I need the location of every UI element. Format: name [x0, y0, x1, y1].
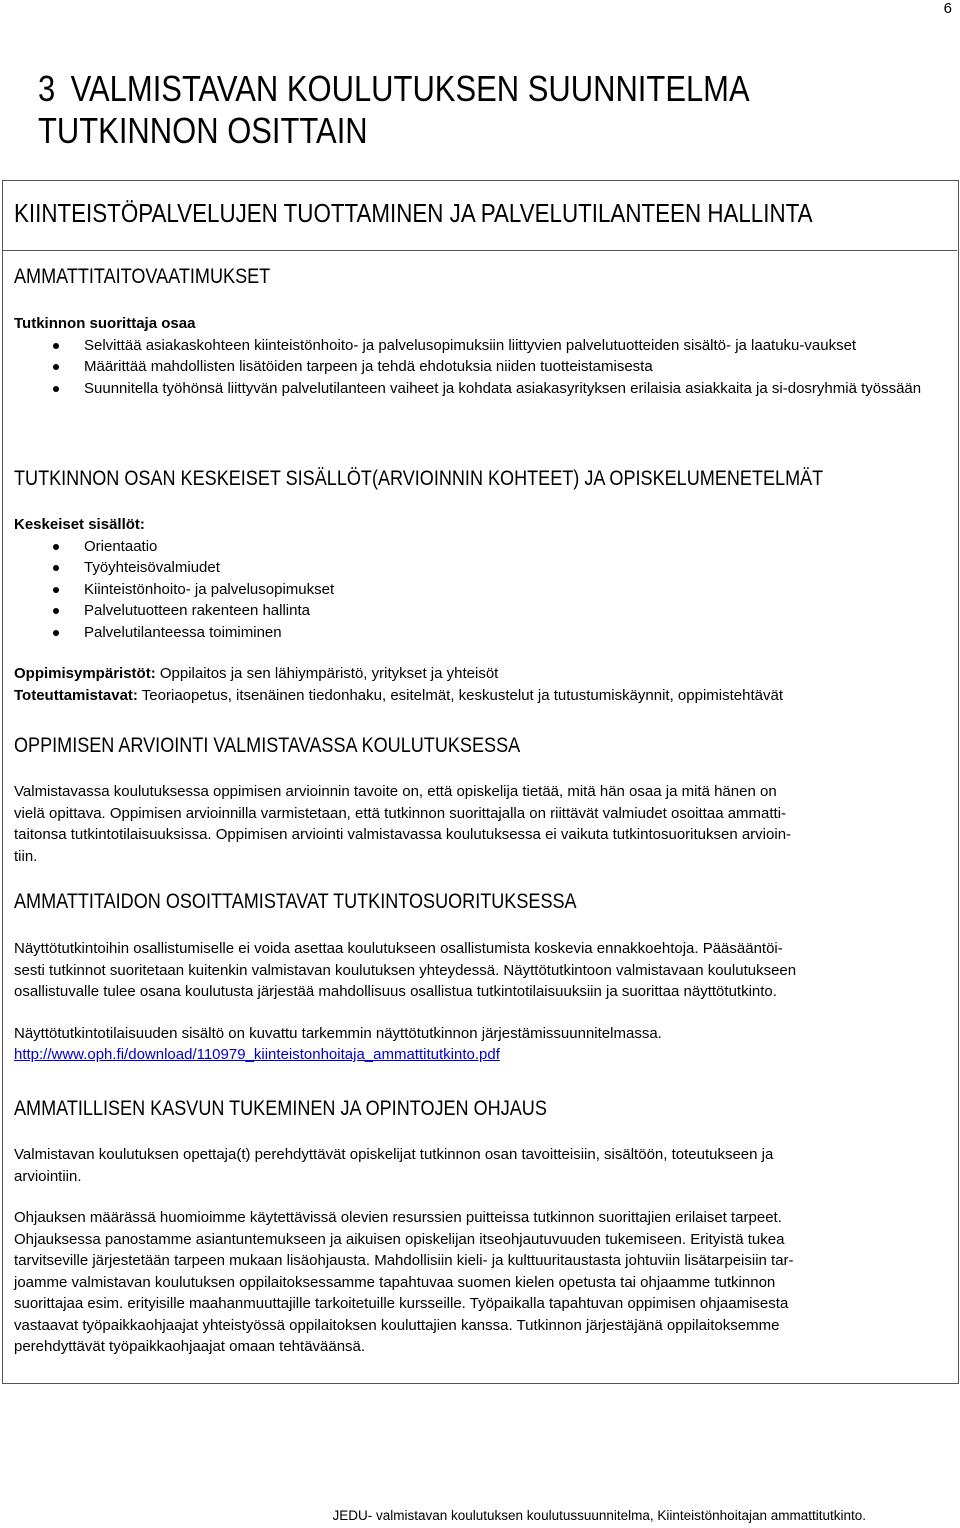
contents-label: Keskeiset sisällöt: [14, 516, 145, 533]
bullet-icon [53, 386, 59, 392]
text-line: vielä opittava. Oppimisen arvioinnilla varmistetaan, että tutkinnon suorittajalla on riittävät valmiudet osoittaa ammatti- [14, 804, 787, 822]
text-line: Näyttötutkintotilaisuuden sisältö on kuvattu tarkemmin näyttötutkinnon järjestämissuunnitelmassa. [14, 1024, 662, 1042]
contents-heading: TUTKINNON OSAN KESKEISET SISÄLLÖT(ARVIOINNIN KOHTEET) JA OPISKELUMENETELMÄT [14, 467, 824, 490]
bullet-icon [53, 587, 59, 593]
text-line: Ohjauksen määrässä huomioimme käytettävissä olevien resurssien puitteissa tutkinnon suorittajien erilaiset tarpeet. [14, 1209, 782, 1226]
guidance-heading: AMMATILLISEN KASVUN TUKEMINEN JA OPINTOJEN OHJAUS [14, 1097, 547, 1120]
list-item: Työyhteisövalmiudet [14, 557, 944, 579]
text-line: joamme valmistavan koulutuksen oppilaitoksessamme tapahtuvaa suomen kielen opetusta tai ohjaamme tutkinnon [14, 1273, 776, 1291]
list-item: Palvelutilanteessa toimiminen [14, 622, 944, 644]
guidance-text [14, 1144, 944, 1358]
bullet-icon [53, 565, 59, 571]
bullet-icon [53, 364, 59, 370]
contents-section [14, 514, 944, 706]
assessment-heading: OPPIMISEN ARVIOINTI VALMISTAVASSA KOULUTUKSESSA [14, 734, 521, 757]
text-line: Ohjauksessa panostamme asiantuntemukseen ja aikuisen opiskelijan itseohjautuvuuden tukemiseen. Erityistä tukea [14, 1230, 785, 1248]
chapter-title-text: VALMISTAVAN KOULUTUKSEN SUUNNITELMA TUTKINNON OSITTAIN [38, 68, 748, 151]
bullet-icon [53, 630, 59, 636]
requirements-section [14, 313, 944, 399]
methods-line: Toteuttamistavat: Teoriaopetus, itsenäinen tiedonhaku, esitelmät, keskustelut ja tutustumiskäynnit, oppimistehtävät [14, 686, 783, 704]
text-line: arviointiin. [14, 1167, 82, 1185]
unit-title: KIINTEISTÖPALVELUJEN TUOTTAMINEN JA PALVELUTILANTEEN HALLINTA [14, 198, 813, 228]
text-line: osallistuvalle tulee osana koulutusta järjestää mahdollisuus osallistua tutkintotilaisuuksiin ja suorittaa näyttötutkinto. [14, 983, 777, 1000]
requirements-heading: AMMATTITAITOVAATIMUKSET [14, 265, 271, 288]
text-line: taitonsa tutkintotilaisuuksissa. Oppimisen arviointi valmistavassa koulutuksessa ei vaikuta tutkintosuorituksen arvioin- [14, 826, 792, 843]
demonstration-heading: AMMATTITAIDON OSOITTAMISTAVAT TUTKINTOSUORITUKSESSA [14, 890, 577, 913]
text-line: tarvitseville järjestetään tarpeen mukaan lisäohjausta. Mahdollisiin kieli- ja kulttuuritaustasta johtuviin lisätarpeisiin tar- [14, 1252, 794, 1269]
list-item: Selvittää asiakaskohteen kiinteistönhoito- ja palvelusopimuksiin liittyvien palvelutuotteiden sisältö- ja laatuku-vaukset [14, 335, 944, 357]
list-item: Määrittää mahdollisten lisätöiden tarpeen ja tehdä ehdotuksia niiden tuotteistamisesta [14, 356, 944, 378]
assessment-text [14, 781, 944, 867]
text-line: vastaavat työpaikkaohjaajat yhteistyössä oppilaitoksen kouluttajien kanssa. Tutkinnon järjestäjänä oppilaitoksemme [14, 1316, 780, 1334]
chapter-title [38, 68, 812, 152]
requirements-intro: Tutkinnon suorittaja osaa [14, 315, 196, 332]
bullet-icon [53, 608, 59, 614]
list-item: Kiinteistönhoito- ja palvelusopimukset [14, 579, 944, 601]
bullet-icon [53, 343, 59, 349]
demonstration-text [14, 938, 944, 1066]
bullet-icon [53, 544, 59, 550]
text-line: sesti tutkinnot suoritetaan kuitenkin valmistavan koulutuksen yhteydessä. Näyttötutkintoon valmistavaan koulutukseen [14, 961, 797, 979]
environments-line: Oppimisympäristöt: Oppilaitos ja sen lähiympäristö, yritykset ja yhteisöt [14, 665, 499, 682]
page-footer: JEDU- valmistavan koulutuksen koulutussuunnitelma, Kiinteistönhoitajan ammattitutkinto. [332, 1508, 866, 1523]
text-line: Valmistavan koulutuksen opettaja(t) perehdyttävät opiskelijat tutkinnon osan tavoitteisiin, sisältöön, toteutukseen ja [14, 1146, 774, 1163]
text-line: Näyttötutkintoihin osallistumiselle ei voida asettaa koulutukseen osallistumista koskevia ennakkoehtoja. Pääsääntöi- [14, 940, 783, 957]
list-item: Suunnitella työhönsä liittyvän palvelutilanteen vaiheet ja kohdata asiakasyrityksen erilaisia asiakkaita ja si-dosryhmiä työssään [14, 378, 944, 400]
text-line: Valmistavassa koulutuksessa oppimisen arvioinnin tavoite on, että opiskelija tietää, mitä hän osaa ja mitä hänen on [14, 783, 777, 800]
plan-document-link[interactable]: http://www.oph.fi/download/110979_kiinteistonhoitaja_ammattitutkinto.pdf [14, 1046, 500, 1063]
chapter-number: 3 [38, 68, 56, 109]
text-line: perehdyttävät työpaikkaohjaajat omaan tehtäväänsä. [14, 1338, 366, 1355]
page-number: 6 [943, 0, 952, 17]
text-line: suorittajaa esim. erityisille maahanmuuttajille tarkoitetuille kursseille. Työpaikalla tapahtuvan oppimisen ohjaamisesta [14, 1295, 789, 1312]
requirements-list [14, 335, 944, 400]
text-line: tiin. [14, 847, 38, 865]
list-item: Palvelutuotteen rakenteen hallinta [14, 600, 944, 622]
contents-list [14, 536, 944, 644]
list-item: Orientaatio [14, 536, 944, 558]
